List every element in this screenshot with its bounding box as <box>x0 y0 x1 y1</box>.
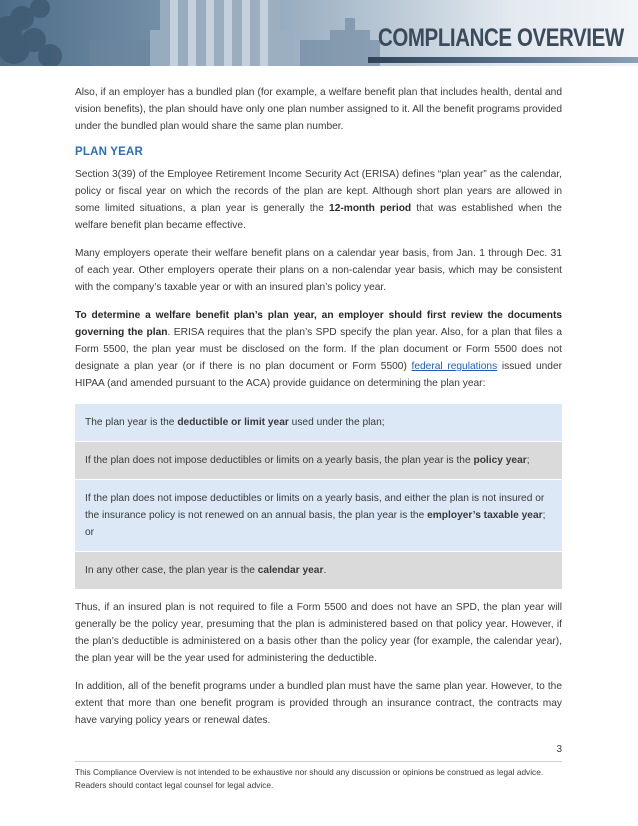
document-body <box>75 84 562 740</box>
header-accent-bar <box>368 57 638 63</box>
bundled-plan-paragraph: In addition, all of the benefit programs under a bundled plan must have the same plan year. However, to the extent that more than one benefit program is provided through an insurance contract, the contracts may have varying policy years or renewal dates. <box>75 681 562 726</box>
section-heading: PLAN YEAR <box>75 146 144 158</box>
header-banner <box>0 0 638 66</box>
footer-line: This Compliance Overview is not intended to be exhaustive nor should any discussion or opinions be construed as legal advice. <box>75 767 544 777</box>
footer-disclaimer <box>75 766 575 792</box>
list-item: The plan year is the deductible or limit year used under the plan; <box>75 403 562 441</box>
list-item: If the plan does not impose deductibles or limits on a yearly basis, and either the plan is not insured or the insurance policy is not renewed on an annual basis, the plan year is the employer’s taxable year; or <box>75 479 562 551</box>
list-item: If the plan does not impose deductibles or limits on a yearly basis, the plan year is the policy year; <box>75 441 562 479</box>
footer-line: Readers should contact legal counsel for legal advice. <box>75 780 274 790</box>
federal-regulations-link[interactable]: federal regulations <box>411 361 498 372</box>
calendar-year-paragraph: Many employers operate their welfare benefit plans on a calendar year basis, from Jan. 1 through Dec. 31 of each year. Other employers operate their plans on a non-calendar year basis, which may be consistent with the company’s taxable year or with an insured plan’s policy year. <box>75 248 562 293</box>
list-item: In any other case, the plan year is the calendar year. <box>75 551 562 589</box>
plan-year-rules-list <box>75 403 562 589</box>
header-title: COMPLIANCE OVERVIEW <box>378 24 624 52</box>
determine-plan-year-paragraph: To determine a welfare benefit plan’s plan year, an employer should first review the documents governing the plan. ERISA requires that the plan’s SPD specify the plan year. Also, for a plan that files a Form 5500, the plan year must be disclosed on the form. If the plan document or Form 5500 does not designate a plan year (or if there is no plan document or Form 5500) federal regulations issued under HIPAA (and amended pursuant to the ACA) provide guidance on determining the plan year: <box>75 310 562 389</box>
page-number: 3 <box>556 744 562 755</box>
footer-divider <box>75 761 562 762</box>
insured-plan-paragraph: Thus, if an insured plan is not required to file a Form 5500 and does not have an SPD, the plan year will generally be the policy year, presuming that the plan is administered based on that policy year. However, if the plan’s deductible is administered on a basis other than the policy year (for example, the calendar year), the plan year will be the year used for administering the deductible. <box>75 602 562 664</box>
intro-paragraph: Also, if an employer has a bundled plan (for example, a welfare benefit plan that includes health, dental and vision benefits), the plan should have only one plan number assigned to it. All the benefit programs provided under the bundled plan would share the same plan number. <box>75 87 562 132</box>
plan-year-definition-paragraph: Section 3(39) of the Employee Retirement Income Security Act (ERISA) defines “plan year” as the calendar, policy or fiscal year on which the records of the plan are kept. Although short plan years are allowed in some limited situations, a plan year is generally the 12-month period that was established when the welfare benefit plan became effective. <box>75 169 562 231</box>
